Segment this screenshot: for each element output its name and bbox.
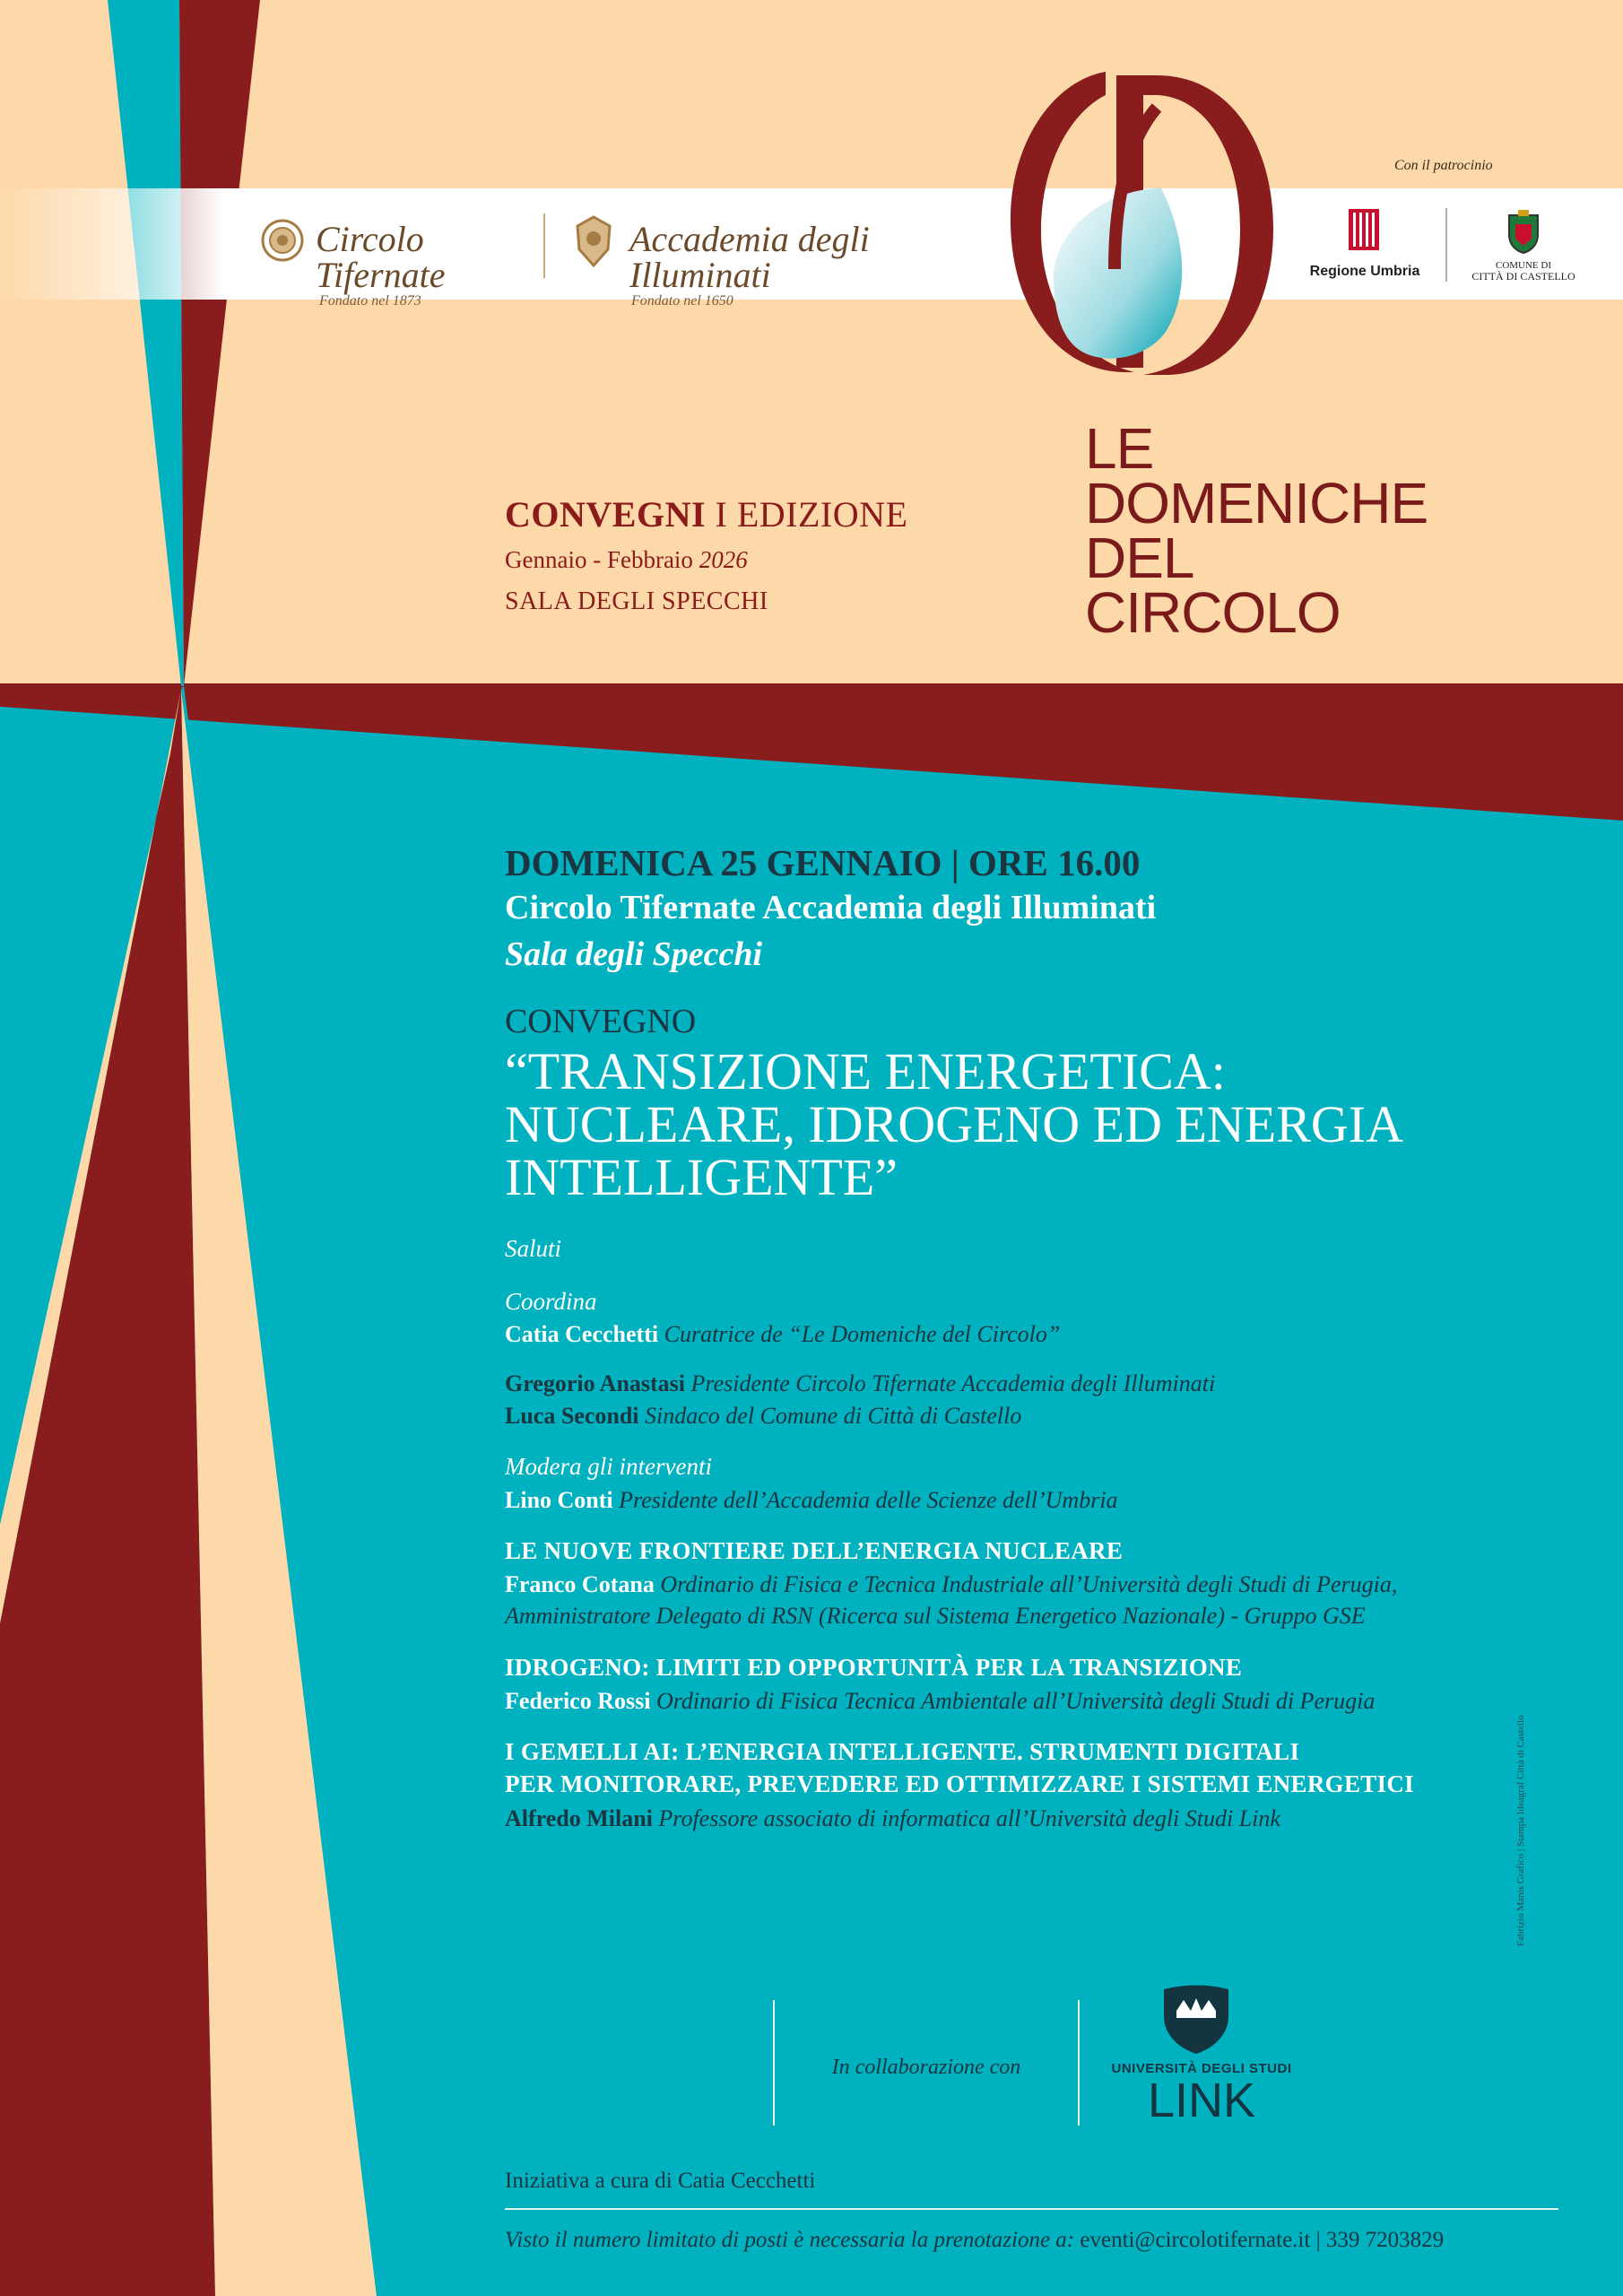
curated-by: Iniziativa a cura di Catia Cecchetti bbox=[505, 2169, 816, 2193]
saluti-label: Saluti bbox=[505, 1235, 562, 1262]
moderator-role: Presidente dell’Accademia delle Scienze dell’Umbria bbox=[619, 1487, 1118, 1513]
accademia-illuminati-name: Accademia degli Illuminati bbox=[629, 219, 870, 295]
series-title-line-4: CIRCOLO bbox=[1085, 580, 1341, 645]
series-title-line-3: DEL bbox=[1085, 526, 1194, 590]
circolo-tifernate-logo bbox=[316, 219, 531, 309]
edition-kind: CONVEGNI bbox=[505, 494, 707, 535]
talk-1-speaker: Franco Cotana bbox=[505, 1571, 655, 1597]
series-title-line-2: DOMENICHE bbox=[1085, 471, 1428, 535]
circolo-seal-icon bbox=[260, 218, 305, 263]
patronage-label: Con il patrocinio bbox=[1394, 158, 1493, 173]
citta-di-castello-crest-icon bbox=[1505, 208, 1542, 255]
event-type: CONVEGNO bbox=[505, 1003, 697, 1040]
circolo-tifernate-name: Circolo Tifernate bbox=[316, 219, 446, 295]
collab-label: In collaborazione con bbox=[831, 2056, 1021, 2079]
greeter-line-2 bbox=[505, 1400, 1021, 1431]
talk-3-title-1: I GEMELLI AI: L’ENERGIA INTELLIGENTE. STRUMENTI DIGITALI bbox=[505, 1738, 1300, 1765]
talk-2-role-1: Ordinario di Fisica Tecnica Ambientale all’Università degli Studi di Perugia bbox=[655, 1688, 1376, 1714]
talk-1-role-2: Amministratore Delegato di RSN (Ricerca sul Sistema Energetico Nazionale) - Gruppo GSE bbox=[505, 1603, 1366, 1629]
collab-divider-right bbox=[1078, 2000, 1080, 2126]
booking-note: Visto il numero limitato di posti è necessaria la prenotazione a: bbox=[505, 2228, 1075, 2252]
moderator-line bbox=[505, 1484, 1118, 1516]
greeter-1-name: Gregorio Anastasi bbox=[505, 1370, 686, 1396]
talk-3-speaker: Alfredo Milani bbox=[505, 1805, 653, 1831]
accademia-illuminati-logo bbox=[629, 219, 988, 309]
edition-number: I EDIZIONE bbox=[715, 494, 908, 535]
edition-heading bbox=[505, 493, 907, 535]
event-title-line-1: “TRANSIZIONE ENERGETICA: bbox=[505, 1042, 1226, 1100]
coordinator-role: Curatrice de “Le Domeniche del Circolo” bbox=[664, 1321, 1061, 1347]
header-band-fade bbox=[0, 188, 224, 300]
link-university-crest-icon bbox=[1159, 1980, 1234, 2056]
greeter-2-role: Sindaco del Comune di Città di Castello bbox=[645, 1403, 1022, 1429]
talk-2-title: IDROGENO: LIMITI ED OPPORTUNITÀ PER LA TRANSIZIONE bbox=[505, 1654, 1243, 1681]
talk-1-role-1: Ordinario di Fisica e Tecnica Industriale all’Università degli Studi di Perugia, bbox=[660, 1571, 1398, 1597]
citta-di-castello-top: COMUNE DI bbox=[1495, 260, 1552, 271]
modera-label: Modera gli interventi bbox=[505, 1453, 712, 1480]
print-credits: Fabrizio Manis Grafico | Stampa Ideagraf Città di Castello bbox=[1515, 1715, 1526, 1946]
coordinator-name: Catia Cecchetti bbox=[505, 1321, 659, 1347]
talk-3-title-2: PER MONITORARE, PREVEDERE ED OTTIMIZZARE I SISTEMI ENERGETICI bbox=[505, 1770, 1414, 1797]
booking-email[interactable]: eventi@circolotifernate.it bbox=[1080, 2228, 1311, 2252]
partner-name: LINK bbox=[1147, 2074, 1256, 2127]
event-host: Circolo Tifernate Accademia degli Illuminati bbox=[505, 889, 1157, 926]
talk-3-role-1: Professore associato di informatica all’Università degli Studi Link bbox=[658, 1805, 1280, 1831]
coordina-label: Coordina bbox=[505, 1288, 597, 1315]
talk-1-speaker-line bbox=[505, 1569, 1397, 1600]
booking-line bbox=[505, 2228, 1444, 2253]
regione-umbria-emblem-icon bbox=[1347, 207, 1381, 252]
edition-months: Gennaio - Febbraio bbox=[505, 546, 699, 573]
coordinator-line bbox=[505, 1318, 1060, 1350]
talk-2-speaker: Federico Rossi bbox=[505, 1688, 651, 1714]
talk-2-speaker-line bbox=[505, 1685, 1375, 1717]
accademia-illuminati-founded: Fondato nel 1650 bbox=[631, 293, 733, 309]
greeter-2-name: Luca Secondi bbox=[505, 1403, 639, 1429]
monogram-logo-icon bbox=[1000, 63, 1278, 386]
circolo-tifernate-founded: Fondato nel 1873 bbox=[319, 293, 421, 309]
accademia-crest-icon bbox=[570, 213, 617, 269]
edition-dates bbox=[505, 546, 748, 574]
talk-3-speaker-line bbox=[505, 1803, 1280, 1834]
booking-separator: | bbox=[1315, 2228, 1321, 2252]
footer-rule bbox=[505, 2208, 1558, 2210]
moderator-name: Lino Conti bbox=[505, 1487, 613, 1513]
booking-phone[interactable]: 339 7203829 bbox=[1325, 2228, 1445, 2252]
event-title-line-3: INTELLIGENTE” bbox=[505, 1148, 898, 1206]
talk-1-title: LE NUOVE FRONTIERE DELL’ENERGIA NUCLEARE bbox=[505, 1537, 1124, 1564]
partner-top-label: UNIVERSITÀ DEGLI STUDI bbox=[1111, 2061, 1292, 2076]
greeter-line-1 bbox=[505, 1368, 1215, 1399]
edition-venue: SALA DEGLI SPECCHI bbox=[505, 587, 768, 615]
citta-di-castello-label bbox=[1458, 260, 1589, 282]
talk-1-role-line-2 bbox=[505, 1600, 1366, 1631]
greeter-1-role: Presidente Circolo Tifernate Accademia degli Illuminati bbox=[690, 1370, 1216, 1396]
edition-year: 2026 bbox=[699, 546, 748, 573]
event-title-line-2: NUCLEARE, IDROGENO ED ENERGIA bbox=[505, 1095, 1404, 1153]
series-title bbox=[1085, 416, 1428, 645]
patron-divider bbox=[1445, 208, 1447, 282]
collab-divider-left bbox=[773, 2000, 775, 2126]
series-title-line-1: LE bbox=[1085, 416, 1154, 481]
regione-umbria-label: Regione Umbria bbox=[1309, 264, 1420, 279]
event-title bbox=[505, 1042, 1581, 1206]
citta-di-castello-bottom: CITTÀ DI CASTELLO bbox=[1471, 270, 1575, 283]
event-datetime: DOMENICA 25 GENNAIO | ORE 16.00 bbox=[505, 842, 1141, 883]
logo-divider bbox=[543, 213, 545, 278]
event-room: Sala degli Specchi bbox=[505, 935, 763, 973]
